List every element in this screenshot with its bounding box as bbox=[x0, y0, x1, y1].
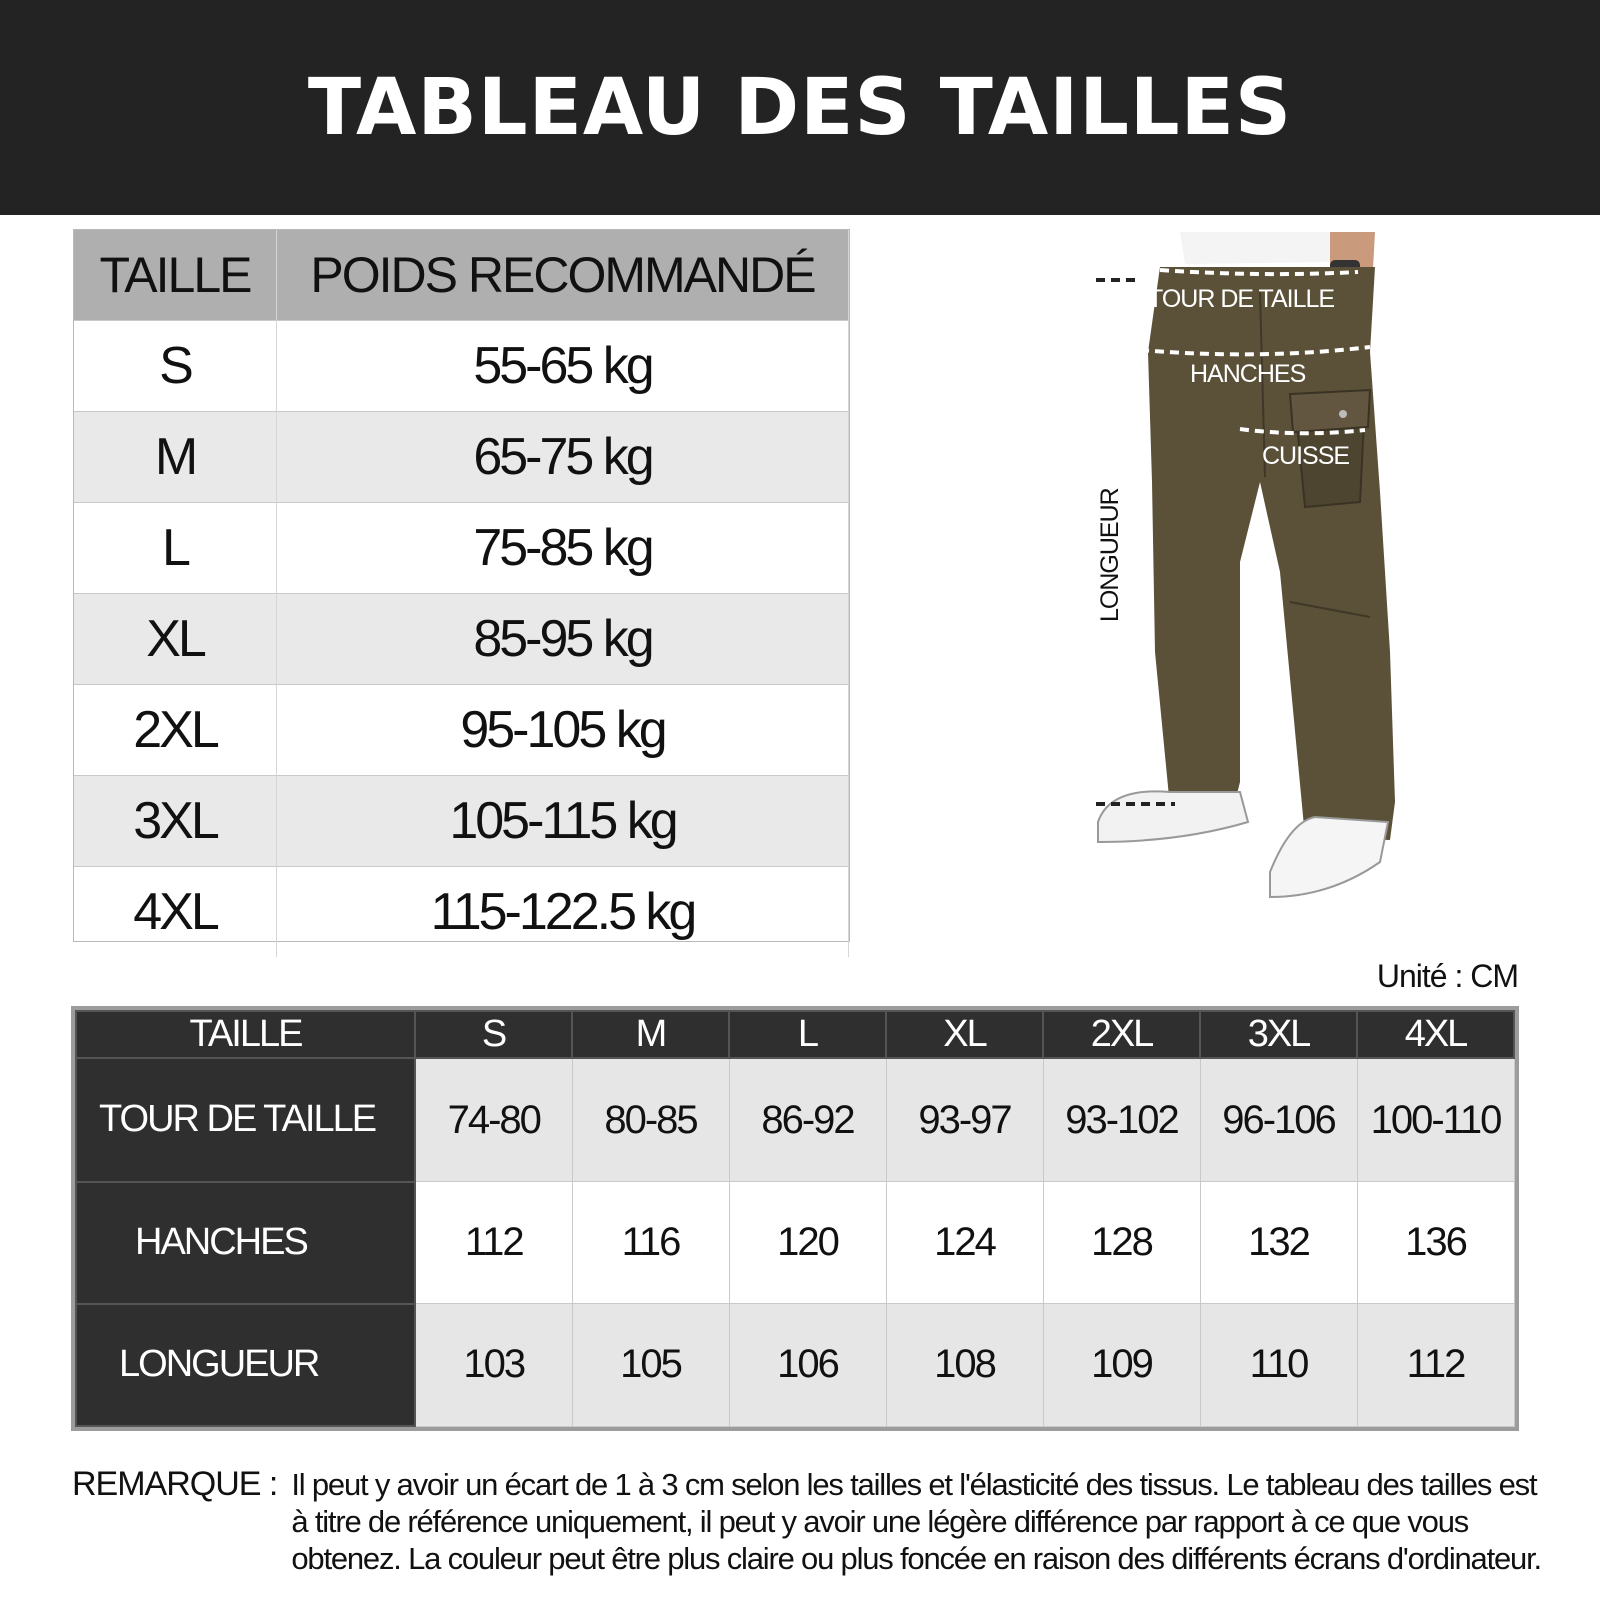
unit-label: Unité : CM bbox=[1376, 958, 1518, 994]
weight-cell: 115-122.5 kg bbox=[277, 867, 849, 958]
measurement-cell: 80-85 bbox=[572, 1058, 729, 1182]
table-row bbox=[74, 321, 849, 412]
size-column-header: M bbox=[572, 1011, 729, 1058]
measurement-cell: 103 bbox=[415, 1304, 572, 1426]
remark bbox=[72, 1466, 1542, 1577]
measurement-header-row bbox=[76, 1011, 1514, 1058]
table-row bbox=[76, 1182, 1514, 1304]
row-header-waist: TOUR DE TAILLE bbox=[76, 1058, 415, 1182]
weight-cell: 65-75 kg bbox=[277, 412, 849, 503]
measurement-cell: 110 bbox=[1200, 1304, 1357, 1426]
size-header: TAILLE bbox=[76, 1011, 415, 1058]
weight-cell: 55-65 kg bbox=[277, 321, 849, 412]
measurement-cell: 108 bbox=[886, 1304, 1043, 1426]
measurement-cell: 112 bbox=[1357, 1304, 1514, 1426]
measurement-cell: 100-110 bbox=[1357, 1058, 1514, 1182]
table-row bbox=[76, 1058, 1514, 1182]
size-column-header: 2XL bbox=[1043, 1011, 1200, 1058]
measurement-cell: 105 bbox=[572, 1304, 729, 1426]
size-column-header: S bbox=[415, 1011, 572, 1058]
measurement-cell: 93-102 bbox=[1043, 1058, 1200, 1182]
right-shoe bbox=[1270, 817, 1388, 897]
measurement-cell: 106 bbox=[729, 1304, 886, 1426]
size-cell: S bbox=[74, 321, 277, 412]
measurement-cell: 96-106 bbox=[1200, 1058, 1357, 1182]
measurement-cell: 128 bbox=[1043, 1182, 1200, 1304]
size-column-header: XL bbox=[886, 1011, 1043, 1058]
size-cell: L bbox=[74, 503, 277, 594]
weight-cell: 75-85 kg bbox=[277, 503, 849, 594]
row-header-length: LONGUEUR bbox=[76, 1304, 415, 1426]
measurement-cell: 74-80 bbox=[415, 1058, 572, 1182]
waist-label: TOUR DE TAILLE bbox=[1148, 285, 1335, 313]
table-row bbox=[74, 412, 849, 503]
size-cell: XL bbox=[74, 594, 277, 685]
pocket-flap bbox=[1290, 390, 1370, 432]
measurement-cell: 93-97 bbox=[886, 1058, 1043, 1182]
measurement-cell: 116 bbox=[572, 1182, 729, 1304]
title-banner bbox=[0, 0, 1600, 215]
measurement-cell: 132 bbox=[1200, 1182, 1357, 1304]
page-title: TABLEAU DES TAILLES bbox=[307, 62, 1293, 153]
weight-table bbox=[73, 229, 850, 942]
size-cell: 3XL bbox=[74, 776, 277, 867]
measurement-cell: 112 bbox=[415, 1182, 572, 1304]
table-row bbox=[74, 503, 849, 594]
remark-label: REMARQUE : bbox=[72, 1465, 278, 1503]
left-shoe bbox=[1098, 791, 1248, 842]
table-row bbox=[76, 1304, 1514, 1426]
size-column-header: 4XL bbox=[1357, 1011, 1514, 1058]
measurement-table bbox=[71, 1006, 1519, 1431]
pocket-button-icon bbox=[1339, 410, 1347, 418]
shirt-hem bbox=[1180, 232, 1335, 264]
hips-label: HANCHES bbox=[1190, 360, 1306, 388]
weight-cell: 95-105 kg bbox=[277, 685, 849, 776]
weight-cell: 105-115 kg bbox=[277, 776, 849, 867]
measurement-cell: 124 bbox=[886, 1182, 1043, 1304]
weight-column-header: POIDS RECOMMANDÉ bbox=[277, 230, 849, 321]
remark-text: Il peut y avoir un écart de 1 à 3 cm selon les tailles et l'élasticité des tissus. Le tableau des tailles est à titre de référence uniquement, il peut y avoir une légère différence par rapport à ce que vous obtenez. La couleur peut être plus claire ou plus foncée en raison des différents écrans d'ordinateur. bbox=[291, 1467, 1541, 1576]
size-cell: M bbox=[74, 412, 277, 503]
measurement-cell: 136 bbox=[1357, 1182, 1514, 1304]
measurement-cell: 120 bbox=[729, 1182, 886, 1304]
size-cell: 2XL bbox=[74, 685, 277, 776]
weight-table-header bbox=[74, 230, 849, 321]
table-row bbox=[74, 685, 849, 776]
measurement-cell: 109 bbox=[1043, 1304, 1200, 1426]
table-row bbox=[74, 594, 849, 685]
row-header-hips: HANCHES bbox=[76, 1182, 415, 1304]
length-label: LONGUEUR bbox=[1096, 488, 1124, 622]
size-column-header: TAILLE bbox=[74, 230, 277, 321]
table-row bbox=[74, 776, 849, 867]
size-cell: 4XL bbox=[74, 867, 277, 958]
thigh-label: CUISSE bbox=[1262, 442, 1350, 470]
size-column-header: L bbox=[729, 1011, 886, 1058]
weight-cell: 85-95 kg bbox=[277, 594, 849, 685]
table-row bbox=[74, 867, 849, 958]
measurement-cell: 86-92 bbox=[729, 1058, 886, 1182]
size-column-header: 3XL bbox=[1200, 1011, 1357, 1058]
pants-illustration bbox=[1090, 232, 1440, 922]
